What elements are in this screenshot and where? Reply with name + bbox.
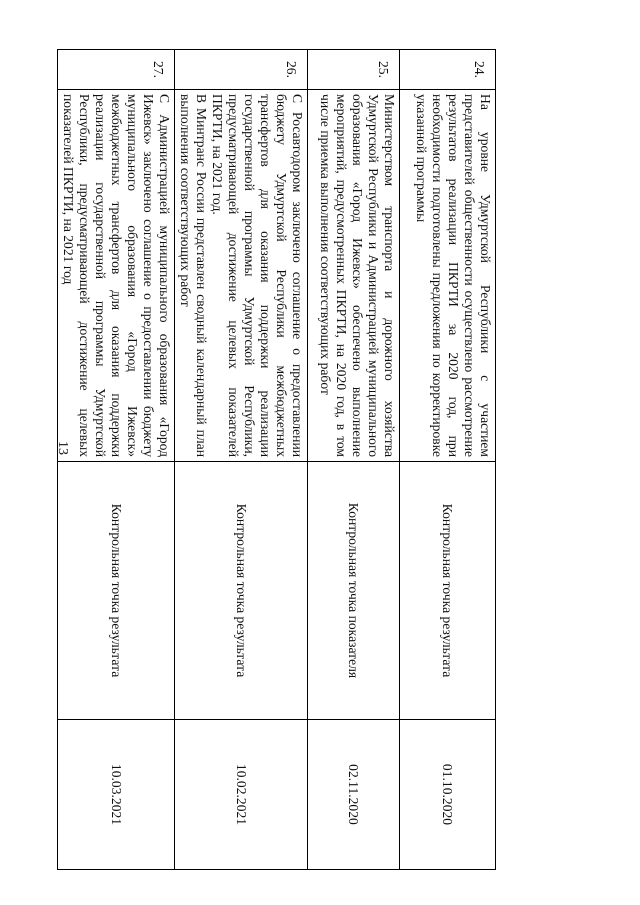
page-number: 13 — [55, 441, 70, 455]
row-description — [175, 90, 308, 462]
description-paragraph: В Минтранс России представлен сводный календарный план выполнения соответствующих работ — [178, 94, 209, 457]
row-date: 01.10.2020 — [400, 720, 496, 870]
row-number: 24. — [400, 50, 496, 90]
table-row — [175, 50, 308, 870]
milestones-table — [57, 49, 496, 870]
row-control-type: Контрольная точка показателя — [308, 462, 400, 720]
description-paragraph: С Росавтодором заключено соглашение о предоставлении бюджету Удмуртской Республики межбюджетных трансфертов для оказания поддержки реализации государственной программы Удмуртской Республики, предусматривающей достижение целевых показателей ПКРТИ, на 2021 год. — [210, 94, 305, 457]
row-description — [308, 90, 400, 462]
row-date: 02.11.2020 — [308, 720, 400, 870]
row-control-type: Контрольная точка результата — [400, 462, 496, 720]
row-number: 27. — [58, 50, 175, 90]
table-row — [58, 50, 175, 870]
description-paragraph: С Администрацией муниципального образования «Город Ижевск» заключено соглашение о предоставлении бюджету муниципального образования «Город Ижевск» межбюджетных трансфертов для оказания поддержки реализации государственной программы Удмуртской Республики, предусматривающей достижение целевых показателей ПКРТИ, на 2021 год — [61, 94, 172, 457]
table-row — [400, 50, 496, 870]
row-number: 26. — [175, 50, 308, 90]
row-date: 10.03.2021 — [58, 720, 175, 870]
description-paragraph: Министерством транспорта и дорожного хозяйства Удмуртской Республики и Администрацией муниципального образования «Город Ижевск» обеспечено выполнение мероприятий, предусмотренных ПКРТИ, на 2020 год, в том числе приемка выполнения соответствующих работ — [318, 94, 397, 457]
row-control-type: Контрольная точка результата — [58, 462, 175, 720]
row-description — [58, 90, 175, 462]
row-control-type: Контрольная точка результата — [175, 462, 308, 720]
description-paragraph: На уровне Удмуртской Республики с участием представителей общественности осуществлено рассмотрение результатов реализации ПКРТИ за 2020 год, при необходимости подготовлены предложения по корректировке указанной программы — [414, 94, 493, 457]
table-row — [308, 50, 400, 870]
row-description — [400, 90, 496, 462]
row-date: 10.02.2021 — [175, 720, 308, 870]
row-number: 25. — [308, 50, 400, 90]
